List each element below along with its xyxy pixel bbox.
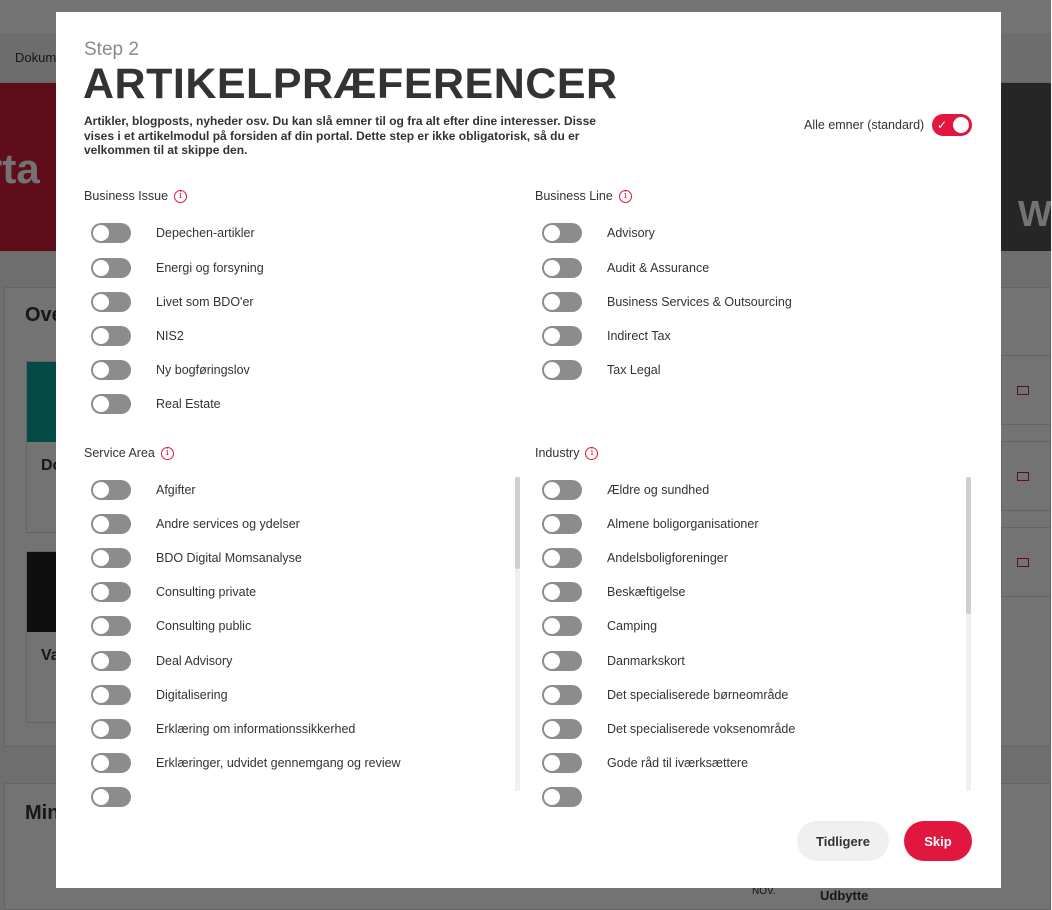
scrollbar-thumb[interactable] xyxy=(966,477,971,614)
topic-toggle[interactable] xyxy=(542,582,582,602)
topic-label: Camping xyxy=(607,619,658,633)
all-topics-toggle[interactable] xyxy=(932,114,972,136)
toggle-knob xyxy=(544,721,560,737)
group-title-service-area xyxy=(84,446,174,460)
list-item xyxy=(542,547,728,569)
topic-toggle[interactable] xyxy=(542,292,582,312)
toggle-knob xyxy=(544,482,560,498)
list-item xyxy=(91,650,232,672)
topic-label: Andre services og ydelser xyxy=(156,517,300,531)
group-title-label: Business Issue xyxy=(84,189,169,203)
list-item xyxy=(542,291,792,313)
toggle-knob xyxy=(93,618,109,634)
list-item xyxy=(91,257,264,279)
topic-label: Livet som BDO'er xyxy=(156,295,254,309)
topic-toggle[interactable] xyxy=(542,719,582,739)
toggle-knob xyxy=(93,550,109,566)
toggle-knob xyxy=(93,225,109,241)
topic-toggle[interactable] xyxy=(542,480,582,500)
toggle-knob xyxy=(544,618,560,634)
toggle-knob xyxy=(93,755,109,771)
list-item xyxy=(542,359,661,381)
topic-label: Erklæringer, udvidet gennemgang og review xyxy=(156,756,401,770)
list-item xyxy=(91,359,250,381)
topic-label: Digitalisering xyxy=(156,688,228,702)
list-item xyxy=(91,222,255,244)
info-icon[interactable]: i xyxy=(619,190,632,203)
topic-label: Beskæftigelse xyxy=(607,585,686,599)
topic-label: Almene boligorganisationer xyxy=(607,517,759,531)
toggle-knob xyxy=(544,687,560,703)
topic-label: Audit & Assurance xyxy=(607,261,710,275)
toggle-knob xyxy=(93,328,109,344)
toggle-knob xyxy=(93,789,109,805)
topic-toggle[interactable] xyxy=(91,685,131,705)
topic-toggle[interactable] xyxy=(91,360,131,380)
group-title-label: Industry xyxy=(535,446,580,460)
list-item xyxy=(542,752,748,774)
group-title-business-issue xyxy=(84,189,187,203)
topic-label: Andelsboligforeninger xyxy=(607,551,728,565)
info-icon[interactable]: i xyxy=(161,447,174,460)
toggle-knob xyxy=(93,362,109,378)
list-item-partial xyxy=(542,786,582,808)
topic-toggle[interactable] xyxy=(91,223,131,243)
topic-toggle[interactable] xyxy=(542,685,582,705)
topic-toggle[interactable] xyxy=(91,651,131,671)
scrollbar-thumb[interactable] xyxy=(515,477,520,569)
toggle-knob xyxy=(93,516,109,532)
topic-toggle[interactable] xyxy=(542,514,582,534)
toggle-knob xyxy=(93,721,109,737)
toggle-knob xyxy=(544,362,560,378)
toggle-knob xyxy=(544,260,560,276)
list-item xyxy=(542,684,788,706)
previous-button[interactable]: Tidligere xyxy=(797,821,889,861)
list-item xyxy=(91,615,251,637)
topic-label: Advisory xyxy=(607,226,655,240)
topic-label: Danmarkskort xyxy=(607,654,685,668)
skip-button[interactable]: Skip xyxy=(904,821,972,861)
toggle-knob xyxy=(544,328,560,344)
check-icon: ✓ xyxy=(937,118,948,132)
list-item xyxy=(91,393,221,415)
topic-toggle[interactable] xyxy=(91,480,131,500)
topic-toggle[interactable] xyxy=(91,326,131,346)
list-item xyxy=(91,581,256,603)
business-line-list xyxy=(542,222,962,392)
toggle-knob xyxy=(544,755,560,771)
topic-label: Consulting public xyxy=(156,619,252,633)
toggle-knob xyxy=(544,789,560,805)
list-item xyxy=(91,684,228,706)
list-item xyxy=(91,513,300,535)
topic-label: Ny bogføringslov xyxy=(156,363,250,377)
toggle-knob xyxy=(93,396,109,412)
topic-label: Det specialiserede børneområde xyxy=(607,688,789,702)
modal-title: ARTIKELPRÆFERENCER xyxy=(83,60,618,108)
toggle-knob xyxy=(93,687,109,703)
step-label: Step 2 xyxy=(84,39,139,60)
topic-toggle[interactable] xyxy=(91,548,131,568)
topic-toggle[interactable] xyxy=(91,394,131,414)
list-item xyxy=(542,479,709,501)
list-item xyxy=(542,222,655,244)
toggle-knob xyxy=(544,516,560,532)
service-area-list[interactable] xyxy=(91,479,521,791)
list-item xyxy=(91,547,302,569)
topic-toggle[interactable] xyxy=(542,258,582,278)
toggle-knob xyxy=(544,225,560,241)
topic-toggle[interactable] xyxy=(91,292,131,312)
toggle-knob xyxy=(93,482,109,498)
topic-toggle[interactable] xyxy=(542,616,582,636)
toggle-knob xyxy=(544,653,560,669)
info-icon[interactable]: i xyxy=(174,190,187,203)
group-title-label: Business Line xyxy=(535,189,613,203)
topic-label: Erklæring om informationssikkerhed xyxy=(156,722,356,736)
list-item xyxy=(91,325,184,347)
toggle-knob xyxy=(544,584,560,600)
list-item xyxy=(542,718,795,740)
topic-label: Business Services & Outsourcing xyxy=(607,295,792,309)
topic-label: Tax Legal xyxy=(607,363,661,377)
preferences-modal xyxy=(56,12,1001,888)
topic-label: Det specialiserede voksenområde xyxy=(607,722,796,736)
topic-toggle[interactable] xyxy=(91,514,131,534)
list-item xyxy=(542,257,709,279)
industry-list[interactable] xyxy=(542,479,962,791)
industry-scrollbar[interactable] xyxy=(966,477,971,791)
topic-toggle[interactable] xyxy=(542,223,582,243)
modal-description: Artikler, blogposts, nyheder osv. Du kan slå emner til og fra alt efter dine interesser. Disse vises i et artikelmodul på forsiden af din portal. Dette step er ikke obligatorisk, så du er velkommen til at skippe den. xyxy=(84,114,596,157)
topic-label: Ældre og sundhed xyxy=(607,483,710,497)
list-item xyxy=(91,479,196,501)
topic-label: Deal Advisory xyxy=(156,654,233,668)
list-item xyxy=(542,615,657,637)
toggle-knob xyxy=(93,653,109,669)
topic-toggle[interactable] xyxy=(542,753,582,773)
group-title-label: Service Area xyxy=(84,446,155,460)
topic-label: Afgifter xyxy=(156,483,196,497)
list-item xyxy=(91,718,355,740)
topic-toggle[interactable] xyxy=(91,582,131,602)
topic-label: NIS2 xyxy=(156,329,184,343)
list-item xyxy=(542,325,671,347)
service-area-scrollbar[interactable] xyxy=(515,477,520,791)
toggle-knob xyxy=(544,294,560,310)
topic-toggle[interactable] xyxy=(91,616,131,636)
topic-label: Real Estate xyxy=(156,397,221,411)
all-topics-label: Alle emner (standard) xyxy=(804,118,925,132)
group-title-business-line xyxy=(535,189,632,203)
toggle-knob xyxy=(544,550,560,566)
list-item xyxy=(542,581,686,603)
topic-toggle[interactable] xyxy=(542,548,582,568)
list-item xyxy=(91,291,254,313)
topic-label: Gode råd til iværksættere xyxy=(607,756,749,770)
toggle-knob xyxy=(93,584,109,600)
info-icon[interactable]: i xyxy=(585,447,598,460)
topic-toggle[interactable] xyxy=(542,787,582,807)
topic-label: Indirect Tax xyxy=(607,329,671,343)
list-item xyxy=(91,752,401,774)
topic-label: Depechen-artikler xyxy=(156,226,255,240)
list-item xyxy=(542,513,758,535)
toggle-knob xyxy=(93,294,109,310)
topic-toggle[interactable] xyxy=(91,719,131,739)
topic-label: Consulting private xyxy=(156,585,257,599)
business-issue-list xyxy=(91,222,511,422)
topic-label: BDO Digital Momsanalyse xyxy=(156,551,302,565)
list-item xyxy=(542,650,685,672)
toggle-knob xyxy=(953,117,969,133)
topic-toggle[interactable] xyxy=(542,360,582,380)
topic-toggle[interactable] xyxy=(91,753,131,773)
topic-toggle[interactable] xyxy=(542,326,582,346)
topic-label: Energi og forsyning xyxy=(156,261,264,275)
group-title-industry xyxy=(535,446,598,460)
list-item-partial xyxy=(91,786,131,808)
topic-toggle[interactable] xyxy=(91,787,131,807)
topic-toggle[interactable] xyxy=(91,258,131,278)
toggle-knob xyxy=(93,260,109,276)
topic-toggle[interactable] xyxy=(542,651,582,671)
